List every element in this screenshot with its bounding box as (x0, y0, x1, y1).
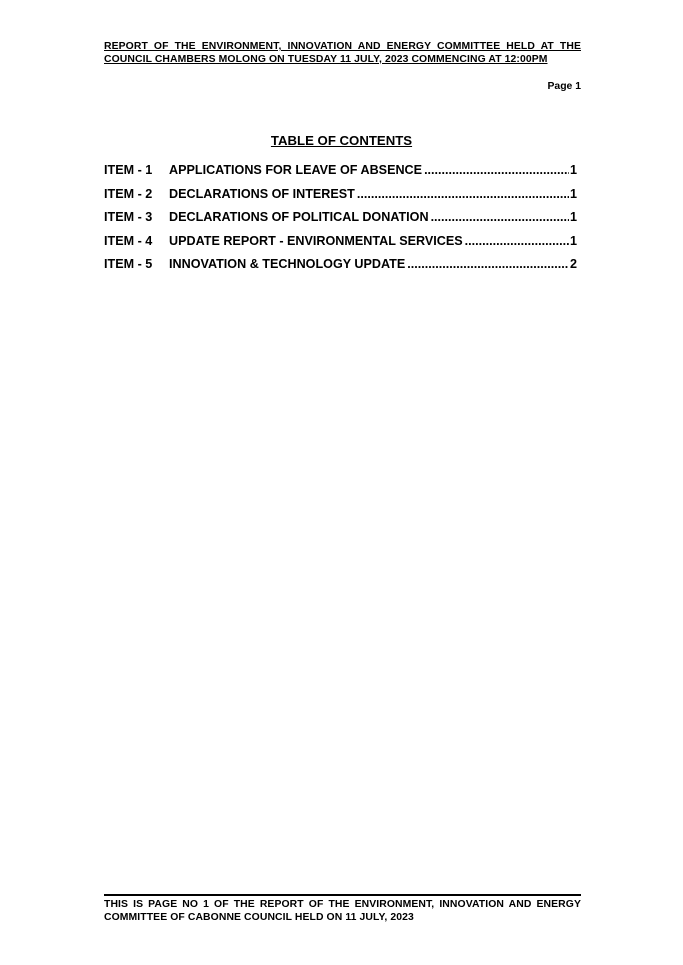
toc-item-title: DECLARATIONS OF INTEREST (169, 186, 355, 201)
toc-item-title: APPLICATIONS FOR LEAVE OF ABSENCE (169, 163, 423, 177)
toc-item-number: ITEM - 5 (104, 257, 153, 271)
toc-entry-item-1[interactable] (104, 163, 577, 187)
toc-item-number: ITEM - 2 (104, 186, 153, 201)
toc-item-title: INNOVATION & TECHNOLOGY UPDATE (169, 257, 406, 271)
report-header: REPORT OF THE ENVIRONMENT, INNOVATION AND ENERGY COMMITTEE HELD AT THE COUNCIL CHAMBERS MOLONG ON TUESDAY 11 JULY, 2023 COMMENCING AT 12:00PM (104, 41, 581, 65)
toc-entry-item-5[interactable] (104, 257, 577, 281)
footer-divider (104, 894, 581, 896)
toc-title: TABLE OF CONTENTS (270, 133, 413, 148)
toc-item-page: 1 (569, 233, 577, 248)
toc-item-page: 2 (569, 257, 577, 271)
toc-dot-leader (424, 163, 569, 177)
toc-item-page: 1 (569, 186, 577, 201)
page-footer: THIS IS PAGE NO 1 OF THE REPORT OF THE ENVIRONMENT, INNOVATION AND ENERGY COMMITTEE OF CABONNE COUNCIL HELD ON 11 JULY, 2023 (104, 899, 581, 923)
toc-item-page: 1 (569, 210, 577, 224)
toc-entry-item-3[interactable] (104, 210, 577, 234)
toc-dot-leader (357, 187, 569, 201)
toc-dot-leader (465, 234, 569, 248)
toc-item-number: ITEM - 3 (104, 210, 153, 224)
toc-entry-item-2[interactable] (104, 187, 577, 211)
toc-item-title: DECLARATIONS OF POLITICAL DONATION (169, 210, 429, 224)
toc-item-number: ITEM - 4 (104, 233, 153, 248)
page-number: Page 1 (547, 81, 581, 92)
toc-dot-leader (431, 210, 569, 224)
toc-entry-item-4[interactable] (104, 234, 577, 258)
toc-item-number: ITEM - 1 (104, 163, 153, 177)
toc-item-page: 1 (569, 163, 577, 177)
toc-dot-leader (407, 257, 569, 271)
table-of-contents (104, 163, 577, 281)
toc-item-title: UPDATE REPORT - ENVIRONMENTAL SERVICES (169, 233, 463, 248)
